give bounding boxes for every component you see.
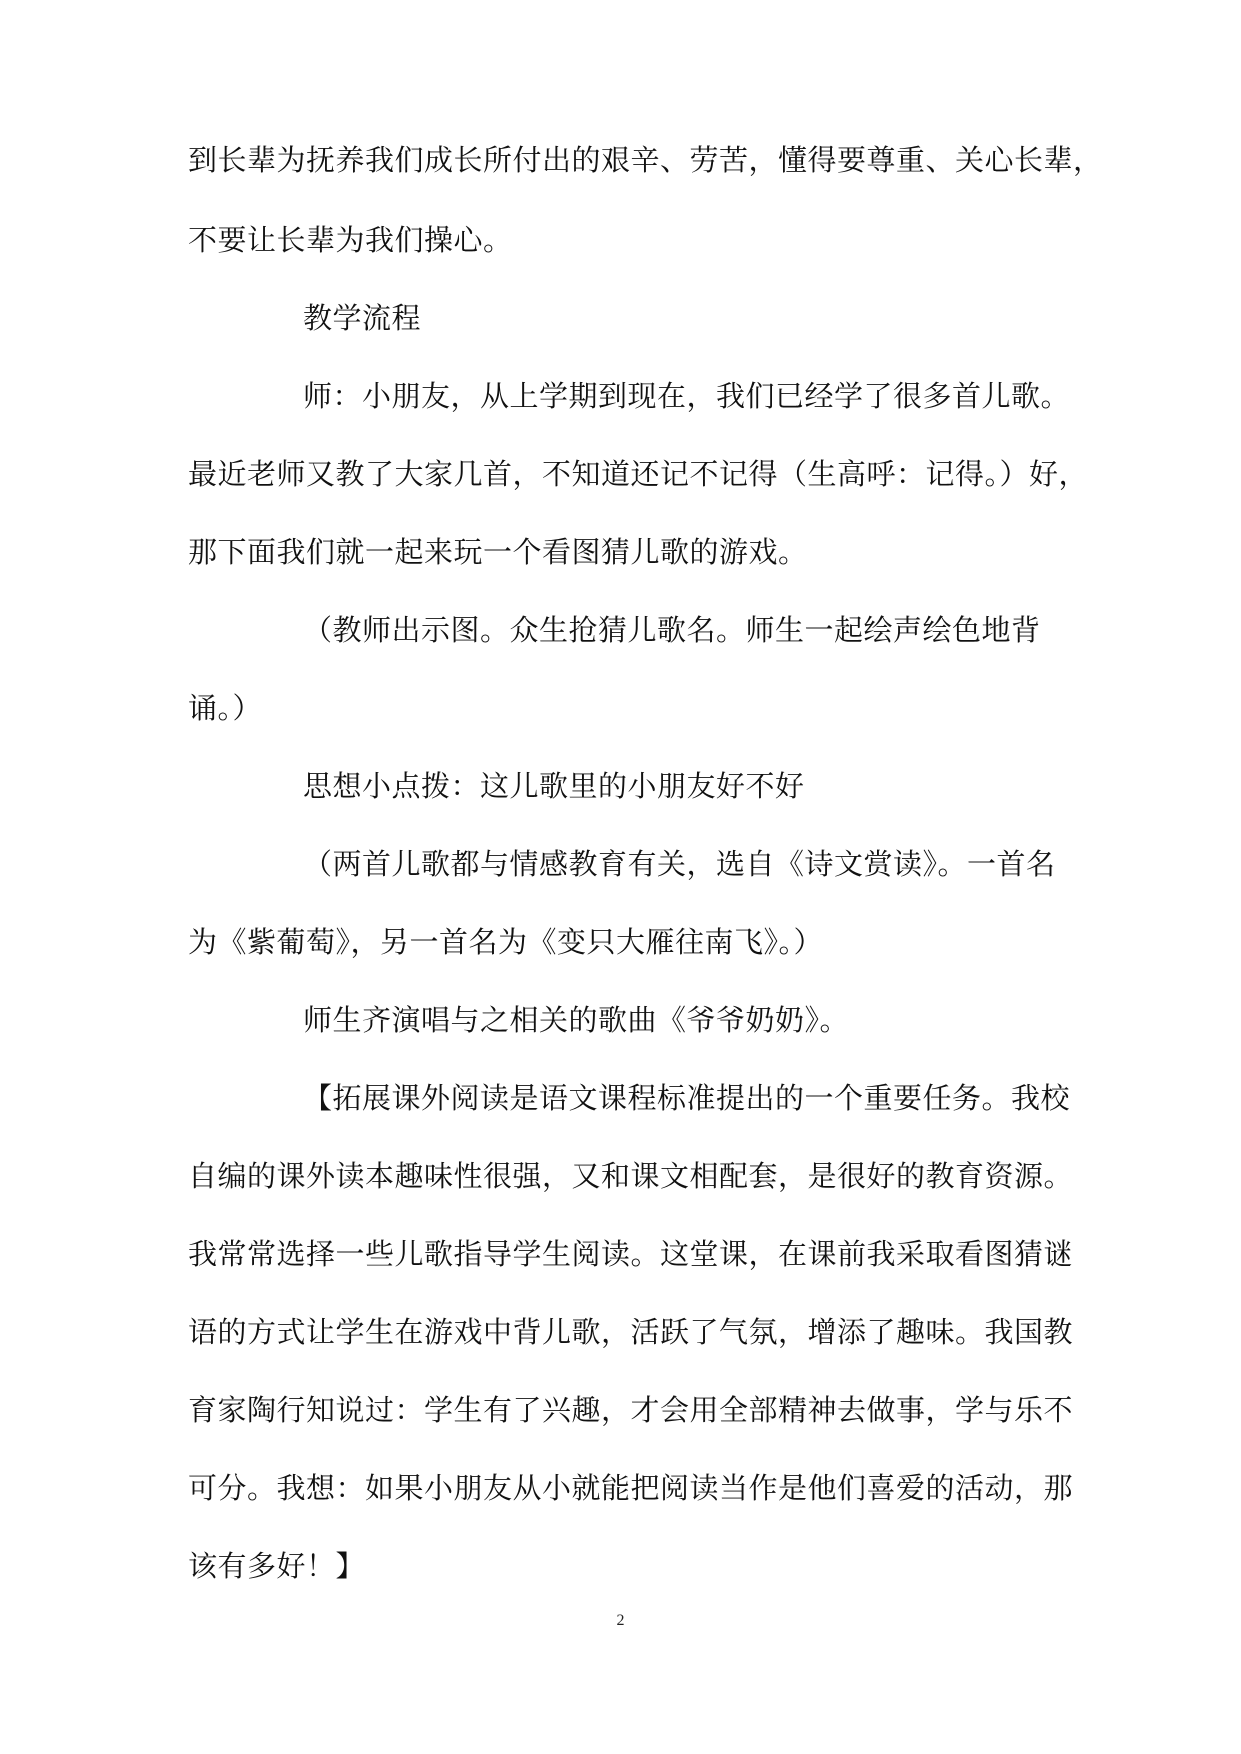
text-line-6: 那下面我们就一起来玩一个看图猜儿歌的游戏。	[188, 535, 808, 569]
section-heading: 教学流程	[303, 301, 422, 335]
text-line-14: 自编的课外读本趣味性很强，又和课文相配套，是很好的教育资源。	[188, 1159, 1074, 1193]
text-line-13: 【拓展课外阅读是语文课程标准提出的一个重要任务。我校	[303, 1081, 1071, 1115]
text-line-2: 不要让长辈为我们操心。	[188, 223, 513, 257]
text-line-1: 到长辈为抚养我们成长所付出的艰辛、劳苦，懂得要尊重、关心长辈，	[188, 143, 1103, 177]
text-line-8: 诵。）	[188, 691, 263, 725]
text-line-15: 我常常选择一些儿歌指导学生阅读。这堂课，在课前我采取看图猜谜	[188, 1237, 1074, 1271]
text-line-5: 最近老师又教了大家几首，不知道还记不记得（生高呼：记得。）好，	[188, 457, 1089, 491]
page-number: 2	[616, 1612, 625, 1629]
text-line-18: 可分。我想：如果小朋友从小就能把阅读当作是他们喜爱的活动，那	[188, 1471, 1074, 1505]
text-line-4: 师：小朋友，从上学期到现在，我们已经学了很多首儿歌。	[303, 379, 1071, 413]
text-line-17: 育家陶行知说过：学生有了兴趣，才会用全部精神去做事，学与乐不	[188, 1393, 1074, 1427]
text-line-11: 为《紫葡萄》，另一首名为《变只大雁往南飞》。）	[188, 925, 824, 959]
text-line-7: （教师出示图。众生抢猜儿歌名。师生一起绘声绘色地背	[303, 613, 1041, 647]
text-line-12: 师生齐演唱与之相关的歌曲《爷爷奶奶》。	[303, 1003, 850, 1037]
text-line-9: 思想小点拨：这儿歌里的小朋友好不好	[303, 769, 805, 803]
text-line-16: 语的方式让学生在游戏中背儿歌，活跃了气氛，增添了趣味。我国教	[188, 1315, 1074, 1349]
text-line-10: （两首儿歌都与情感教育有关，选自《诗文赏读》。一首名	[303, 847, 1056, 881]
text-line-19: 该有多好！】	[188, 1549, 366, 1583]
